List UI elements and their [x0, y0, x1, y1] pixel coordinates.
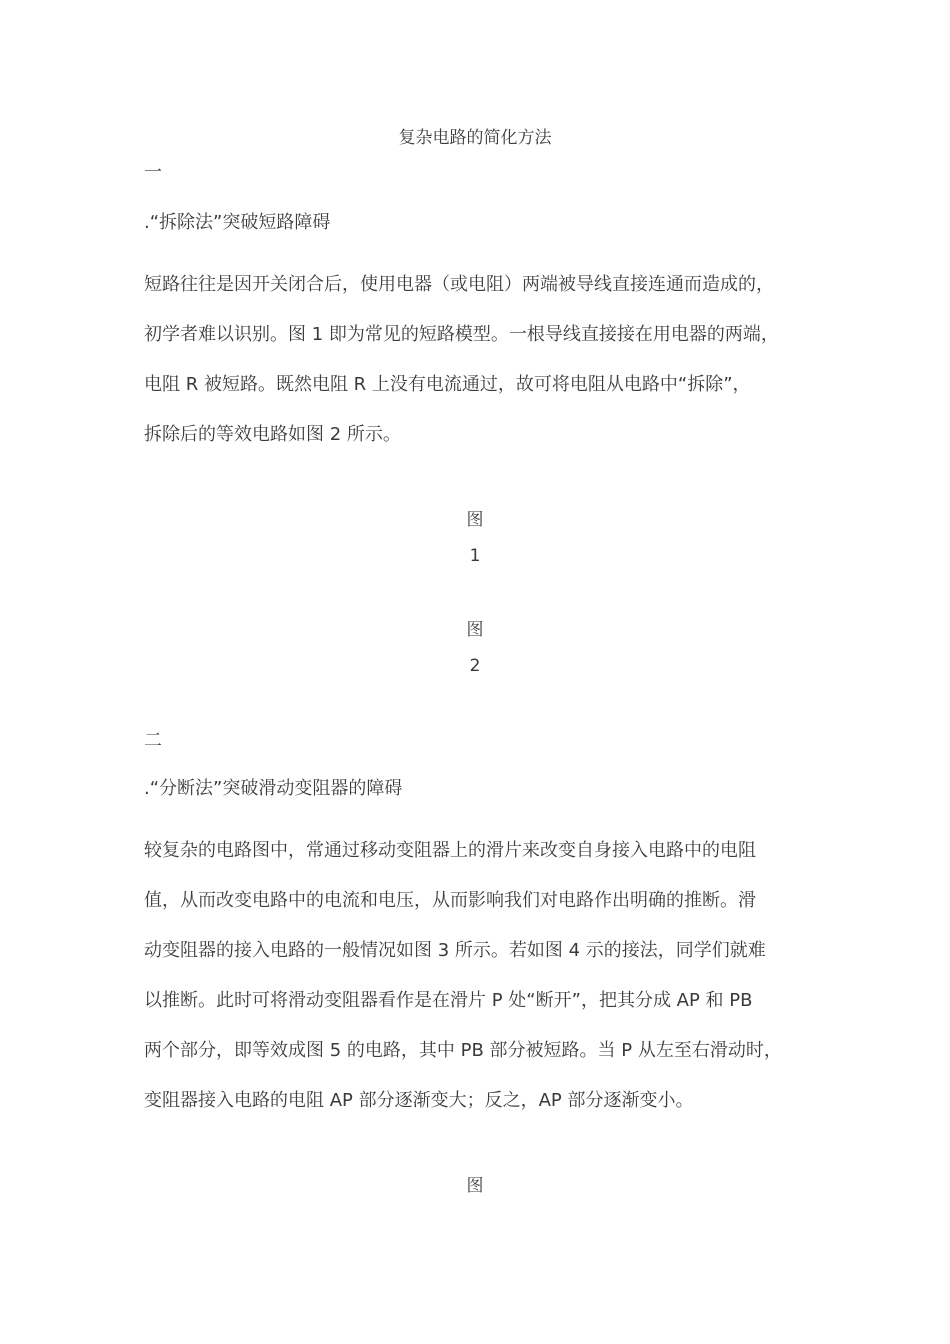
- section-2-paragraph-line-6: 变阻器接入电路的电阻 AP 部分逐渐变大；反之，AP 部分逐渐变小。: [144, 1090, 694, 1111]
- figure-2-label: 图: [466, 620, 484, 640]
- section-2-paragraph-line-3: 动变阻器的接入电路的一般情况如图 3 所示。若如图 4 示的接法，同学们就难: [144, 940, 766, 961]
- section-2-paragraph-line-1: 较复杂的电路图中，常通过移动变阻器上的滑片来改变自身接入电路中的电阻: [144, 840, 756, 861]
- section-2-paragraph-line-5: 两个部分，即等效成图 5 的电路，其中 PB 部分被短路。当 P 从左至右滑动时，: [144, 1040, 782, 1061]
- section-1-paragraph-line-4: 拆除后的等效电路如图 2 所示。: [144, 424, 401, 445]
- section-2-heading: .“分断法”突破滑动变阻器的障碍: [144, 778, 403, 799]
- section-2-number: 二: [144, 730, 162, 751]
- document-title: 复杂电路的简化方法: [398, 128, 552, 148]
- section-2-paragraph-line-4: 以推断。此时可将滑动变阻器看作是在滑片 P 处“断开”，把其分成 AP 和 PB: [144, 990, 753, 1011]
- figure-1-number: 1: [469, 546, 481, 566]
- figure-2-number: 2: [469, 656, 481, 676]
- section-1-paragraph-line-3: 电阻 R 被短路。既然电阻 R 上没有电流通过，故可将电阻从电路中“拆除”，: [144, 374, 751, 395]
- section-1-paragraph-line-1: 短路往往是因开关闭合后，使用电器（或电阻）两端被导线直接连通而造成的，: [144, 274, 774, 295]
- section-1-number: 一: [144, 162, 162, 183]
- section-1-paragraph-line-2: 初学者难以识别。图 1 即为常见的短路模型。一根导线直接接在用电器的两端，: [144, 324, 779, 345]
- section-2-paragraph-line-2: 值，从而改变电路中的电流和电压，从而影响我们对电路作出明确的推断。滑: [144, 890, 756, 911]
- figure-1-label: 图: [466, 510, 484, 530]
- section-1-heading: .“拆除法”突破短路障碍: [144, 212, 331, 233]
- figure-3-label: 图: [466, 1176, 484, 1196]
